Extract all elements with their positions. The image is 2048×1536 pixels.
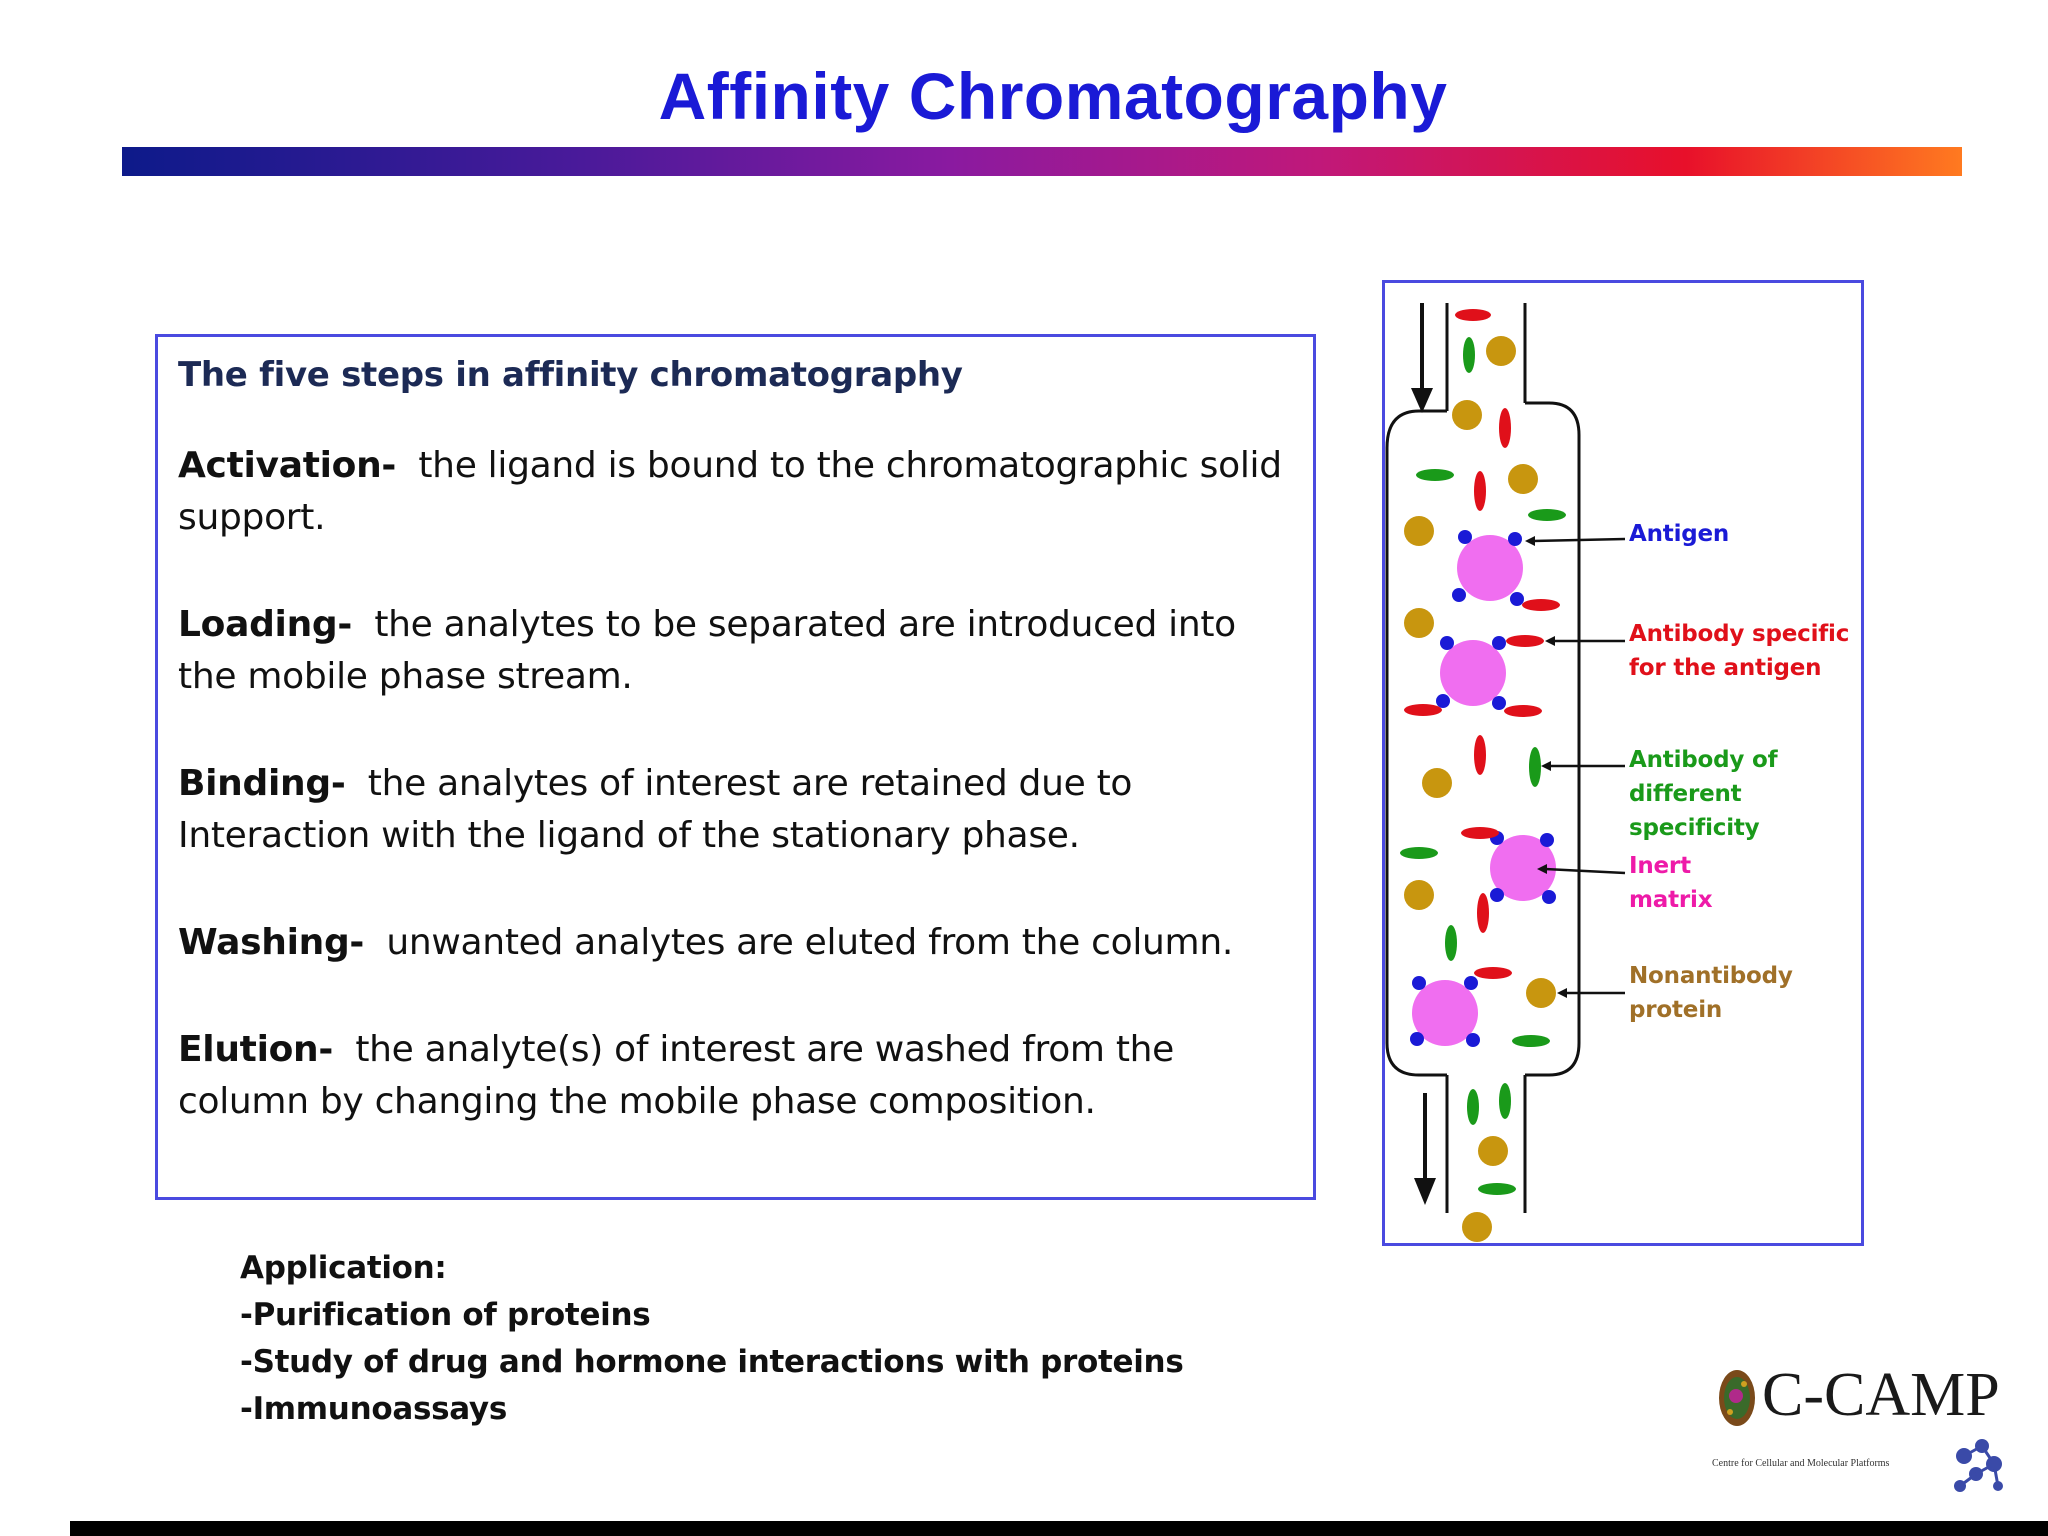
step-name: Binding- bbox=[178, 763, 346, 804]
application-item: -Study of drug and hormone interactions with proteins bbox=[240, 1344, 1184, 1380]
column-illustration bbox=[1385, 283, 1861, 1243]
cell-icon bbox=[1712, 1360, 1762, 1440]
legend-antibody-different bbox=[1629, 743, 1777, 845]
legend-antigen bbox=[1629, 517, 1729, 551]
step-binding bbox=[178, 758, 1293, 862]
legend-inert-matrix bbox=[1629, 849, 1712, 917]
affinity-column-diagram bbox=[1382, 280, 1864, 1246]
application-list bbox=[240, 1245, 1183, 1433]
legend-nonantibody bbox=[1629, 959, 1793, 1027]
bottom-bar bbox=[70, 1521, 2048, 1536]
application-item: -Immunoassays bbox=[240, 1391, 507, 1427]
legend-text: Nonantibody bbox=[1629, 963, 1793, 989]
logo-subtitle: Centre for Cellular and Molecular Platforms bbox=[1712, 1458, 1890, 1469]
title-gradient-bar bbox=[122, 147, 1962, 176]
step-loading bbox=[178, 599, 1293, 703]
legend-text: for the antigen bbox=[1629, 655, 1822, 681]
legend-text: matrix bbox=[1629, 887, 1713, 913]
steps-heading: The five steps in affinity chromatography bbox=[178, 355, 963, 395]
step-activation bbox=[178, 440, 1293, 544]
legend-text: different bbox=[1629, 781, 1742, 807]
step-text: the analyte(s) of interest are washed from the column by changing the mobile phase composition. bbox=[178, 1029, 1175, 1122]
legend-text: Inert bbox=[1629, 853, 1691, 879]
legend-text: specificity bbox=[1629, 815, 1760, 841]
step-text: the analytes of interest are retained due to Interaction with the ligand of the stationary phase. bbox=[178, 763, 1133, 856]
step-text: the ligand is bound to the chromatographic solid support. bbox=[178, 445, 1282, 538]
step-elution bbox=[178, 1024, 1293, 1128]
legend-text: protein bbox=[1629, 997, 1723, 1023]
logo-name: C-CAMP bbox=[1762, 1361, 2000, 1429]
steps-box bbox=[155, 334, 1316, 1200]
step-text: the analytes to be separated are introduced into the mobile phase stream. bbox=[178, 604, 1236, 697]
legend-text: Antibody of bbox=[1629, 747, 1778, 773]
slide-title: Affinity Chromatography bbox=[658, 59, 1448, 133]
legend-text: Antigen bbox=[1629, 521, 1730, 547]
step-name: Activation- bbox=[178, 445, 397, 486]
step-name: Washing- bbox=[178, 922, 365, 963]
legend-text: Antibody specific bbox=[1629, 621, 1850, 647]
application-heading: Application: bbox=[240, 1250, 447, 1286]
step-name: Loading- bbox=[178, 604, 353, 645]
application-item: -Purification of proteins bbox=[240, 1297, 651, 1333]
step-name: Elution- bbox=[178, 1029, 334, 1070]
molecule-icon bbox=[1944, 1426, 2014, 1506]
step-washing bbox=[178, 917, 1293, 969]
step-text: unwanted analytes are eluted from the column. bbox=[386, 922, 1233, 963]
legend-antibody-specific bbox=[1629, 617, 1849, 685]
ccamp-logo bbox=[1712, 1360, 2012, 1500]
